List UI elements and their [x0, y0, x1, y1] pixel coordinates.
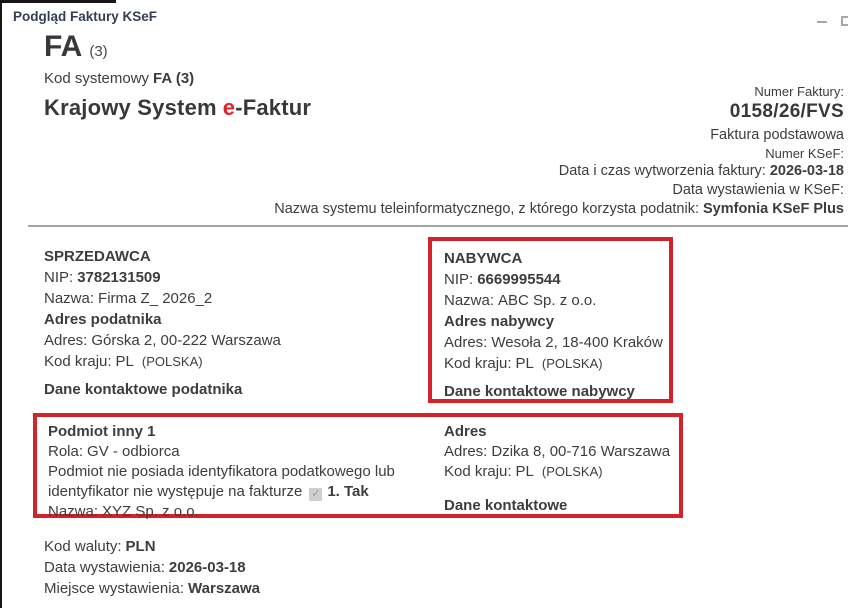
- buyer-address-value: Wesoła 2, 18-400 Kraków: [491, 334, 663, 351]
- buyer-nip-label: NIP:: [444, 271, 474, 288]
- window-title: Podgląd Faktury KSeF: [13, 9, 158, 24]
- seller-country-code: PL: [115, 353, 134, 370]
- ksef-number-label: Numer KSeF:: [765, 146, 844, 161]
- buyer-nip-line: [444, 269, 669, 290]
- seller-country-label: Kod kraju:: [44, 353, 112, 370]
- seller-nip-label: NIP:: [44, 269, 74, 286]
- brand-e-accent: e: [222, 95, 236, 120]
- no-tax-id-value: 1. Tak: [327, 483, 369, 500]
- no-tax-id-line2: [48, 482, 433, 502]
- maximize-icon: [841, 16, 848, 26]
- issue-date-label: Data wystawienia:: [44, 559, 165, 576]
- system-code-label: Kod systemowy: [44, 70, 150, 87]
- other-party-name-label: Nazwa:: [48, 503, 99, 520]
- other-party-address-line: [444, 442, 670, 462]
- form-version: (3): [89, 43, 108, 60]
- brand-suffix: -Faktur: [235, 95, 312, 120]
- created-date-value: 2026-03-18: [769, 163, 844, 179]
- seller-nip-line: [44, 267, 424, 288]
- brand-title: [44, 95, 311, 121]
- seller-address-label: Adres:: [44, 332, 88, 349]
- minimize-icon: [817, 21, 827, 23]
- form-code: FA: [44, 30, 83, 63]
- invoice-number: 0158/26/FVS: [729, 101, 844, 122]
- buyer-name-label: Nazwa:: [444, 292, 495, 309]
- currency-value: PLN: [125, 538, 156, 555]
- other-party-role-label: Rola:: [48, 443, 84, 460]
- seller-heading: SPRZEDAWCA: [44, 248, 151, 265]
- created-date-line: [274, 163, 844, 179]
- header-divider: [28, 225, 848, 227]
- other-party-heading: Podmiot inny 1: [48, 423, 156, 440]
- other-party-country-label: Kod kraju:: [444, 463, 512, 480]
- other-party-name-value: XYZ Sp. z o.o.: [102, 503, 199, 520]
- minimize-button[interactable]: [817, 21, 828, 25]
- buyer-country-label: Kod kraju:: [444, 355, 512, 372]
- other-party-left-column: [48, 422, 433, 522]
- currency-line: [44, 536, 260, 557]
- created-date-label: Data i czas wytworzenia faktury:: [558, 163, 766, 179]
- other-party-address-label: Adres:: [444, 443, 488, 460]
- seller-nip-value: 3782131509: [77, 269, 161, 286]
- ksef-issue-date-label: Data wystawienia w KSeF:: [672, 182, 844, 198]
- brand-prefix: Krajowy System: [44, 95, 217, 120]
- other-party-country-code: PL: [515, 463, 534, 480]
- system-name-line: [274, 201, 844, 217]
- system-code-line: [44, 70, 311, 87]
- invoice-footer-details: [44, 536, 260, 599]
- other-party-address-heading: Adres: [444, 423, 487, 440]
- buyer-address-line: [444, 332, 669, 353]
- other-party-name-line: [48, 502, 433, 522]
- seller-address-value: Górska 2, 00-222 Warszawa: [91, 332, 281, 349]
- system-code-value: FA (3): [153, 70, 195, 87]
- seller-country-line: [44, 351, 424, 372]
- buyer-nip-value: 6669995544: [477, 271, 561, 288]
- buyer-name-value: ABC Sp. z o.o.: [498, 292, 597, 309]
- other-party-section-highlight: [33, 413, 683, 518]
- issue-date-value: 2026-03-18: [168, 559, 246, 576]
- buyer-contact-heading: Dane kontaktowe nabywcy: [444, 383, 635, 400]
- other-party-contact-heading: Dane kontaktowe: [444, 497, 568, 514]
- currency-label: Kod waluty:: [44, 538, 122, 555]
- system-name-value: Symfonia KSeF Plus: [702, 201, 844, 217]
- issue-place-label: Miejsce wystawienia:: [44, 580, 185, 597]
- issue-place-value: Warszawa: [188, 580, 261, 597]
- checkbox-checked-icon[interactable]: [309, 488, 322, 501]
- buyer-heading: NABYWCA: [444, 250, 523, 267]
- window-top-edge: [0, 0, 116, 3]
- buyer-country-line: [444, 353, 669, 374]
- invoice-type: Faktura podstawowa: [710, 127, 844, 143]
- buyer-section-highlight: [428, 237, 673, 403]
- buyer-country-code: PL: [515, 355, 534, 372]
- buyer-address-label: Adres:: [444, 334, 488, 351]
- seller-contact-heading: Dane kontaktowe podatnika: [44, 381, 243, 398]
- check-mark-icon: ✓: [311, 488, 321, 500]
- buyer-address-heading: Adres nabywcy: [444, 313, 555, 330]
- seller-name-label: Nazwa:: [44, 290, 95, 307]
- no-tax-id-label: identyfikator nie występuje na fakturze: [48, 483, 303, 500]
- no-tax-id-line1: Podmiot nie posiada identyfikatora podatkowego lub: [48, 463, 395, 480]
- issue-place-line: [44, 578, 260, 599]
- window-left-edge: [0, 0, 2, 608]
- invoice-header-left: [44, 30, 311, 121]
- other-party-address-value: Dzika 8, 00-716 Warszawa: [491, 443, 671, 460]
- seller-address-heading: Adres podatnika: [44, 311, 162, 328]
- buyer-country-name: (POLSKA): [541, 356, 603, 371]
- seller-name-value: Firma Z_ 2026_2: [98, 290, 213, 307]
- invoice-header-right: [274, 84, 844, 220]
- invoice-number-label: Numer Faktury:: [754, 84, 844, 99]
- other-party-right-column: [444, 422, 670, 516]
- system-name-label: Nazwa systemu teleinformatycznego, z którego korzysta podatnik:: [274, 201, 699, 217]
- buyer-name-line: [444, 290, 669, 311]
- seller-country-name: (POLSKA): [141, 354, 203, 369]
- seller-section: [44, 246, 424, 400]
- other-party-role-value: GV - odbiorca: [87, 443, 180, 460]
- other-party-role-line: [48, 442, 433, 462]
- issue-date-line: [44, 557, 260, 578]
- seller-name-line: [44, 288, 424, 309]
- other-party-country-line: [444, 462, 670, 482]
- maximize-button[interactable]: [841, 16, 848, 26]
- seller-address-line: [44, 330, 424, 351]
- other-party-country-name: (POLSKA): [541, 464, 603, 479]
- form-code-line: [44, 30, 311, 66]
